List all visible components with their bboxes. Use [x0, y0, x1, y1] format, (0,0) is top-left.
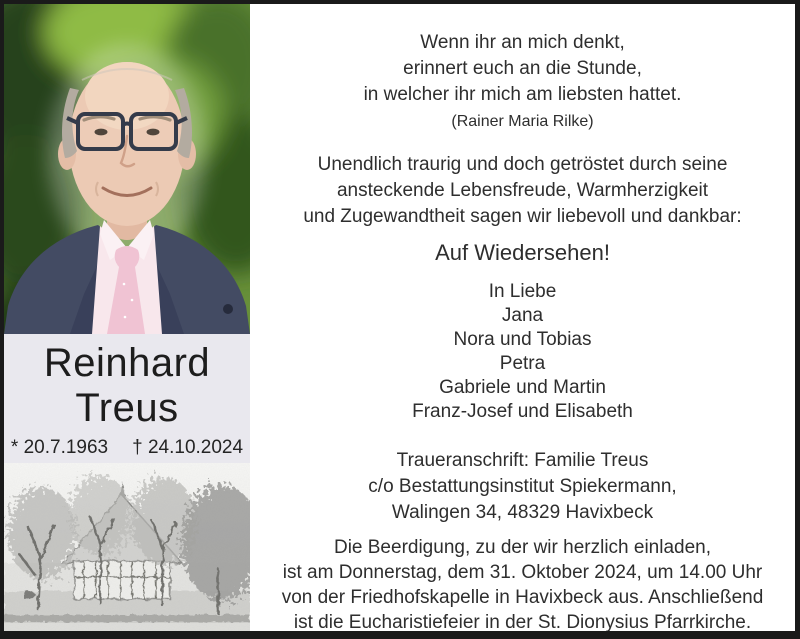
opening-quote — [250, 30, 795, 108]
mourner-line: Jana — [501, 305, 544, 326]
intro-line: und Zugewandtheit sagen wir liebevoll und dankbar: — [303, 206, 742, 227]
death-date: † 24.10.2024 — [132, 437, 244, 458]
notice-text-column — [250, 4, 795, 631]
quote-line: erinnert euch an die Stunde, — [403, 58, 642, 79]
lapel-pin — [223, 304, 233, 314]
funeral-line: ist am Donnerstag, dem 31. Oktober 2024, um 14.00 Uhr — [282, 562, 763, 583]
mourning-address — [250, 448, 795, 526]
mourner-line: In Liebe — [488, 281, 557, 302]
life-dates — [4, 437, 250, 459]
mourners-list — [250, 280, 795, 424]
intro-line: ansteckende Lebensfreude, Warmherzigkeit — [336, 180, 709, 201]
quote-line: Wenn ihr an mich denkt, — [420, 32, 625, 53]
funeral-line: ist die Eucharistiefeier in der St. Dionysius Pfarrkirche. — [293, 612, 752, 633]
left-column — [4, 4, 250, 631]
quote-attribution: (Rainer Maria Rilke) — [451, 113, 594, 130]
farewell-line: Auf Wiedersehen! — [435, 240, 610, 265]
funeral-line: von der Friedhofskapelle in Havixbeck aus. Anschließend — [281, 587, 764, 608]
address-line: Walingen 34, 48329 Havixbeck — [391, 502, 654, 523]
address-line: Traueranschrift: Familie Treus — [396, 450, 649, 471]
address-line: c/o Bestattungsinstitut Spiekermann, — [368, 476, 677, 497]
intro-line: Unendlich traurig und doch getröstet durch seine — [317, 154, 728, 175]
mourner-line: Nora und Tobias — [453, 329, 592, 350]
quote-line: in welcher ihr mich am liebsten hattet. — [363, 84, 682, 105]
portrait-photo-image — [4, 4, 250, 334]
chapel-sketch-image — [4, 463, 250, 631]
funeral-details — [250, 535, 795, 635]
intro-paragraph — [250, 152, 795, 230]
birth-date: * 20.7.1963 — [10, 437, 109, 458]
mourner-line: Gabriele und Martin — [439, 377, 606, 398]
deceased-first-name: Reinhard — [43, 341, 211, 385]
name-panel — [4, 334, 250, 463]
deceased-last-name: Treus — [75, 386, 179, 430]
portrait-photo — [4, 4, 250, 334]
chapel-sketch — [4, 463, 250, 631]
mourner-line: Petra — [499, 353, 546, 374]
deceased-name — [4, 334, 250, 431]
mourner-line: Franz-Josef und Elisabeth — [412, 401, 633, 422]
funeral-line: Die Beerdigung, zu der wir herzlich einladen, — [333, 537, 712, 558]
